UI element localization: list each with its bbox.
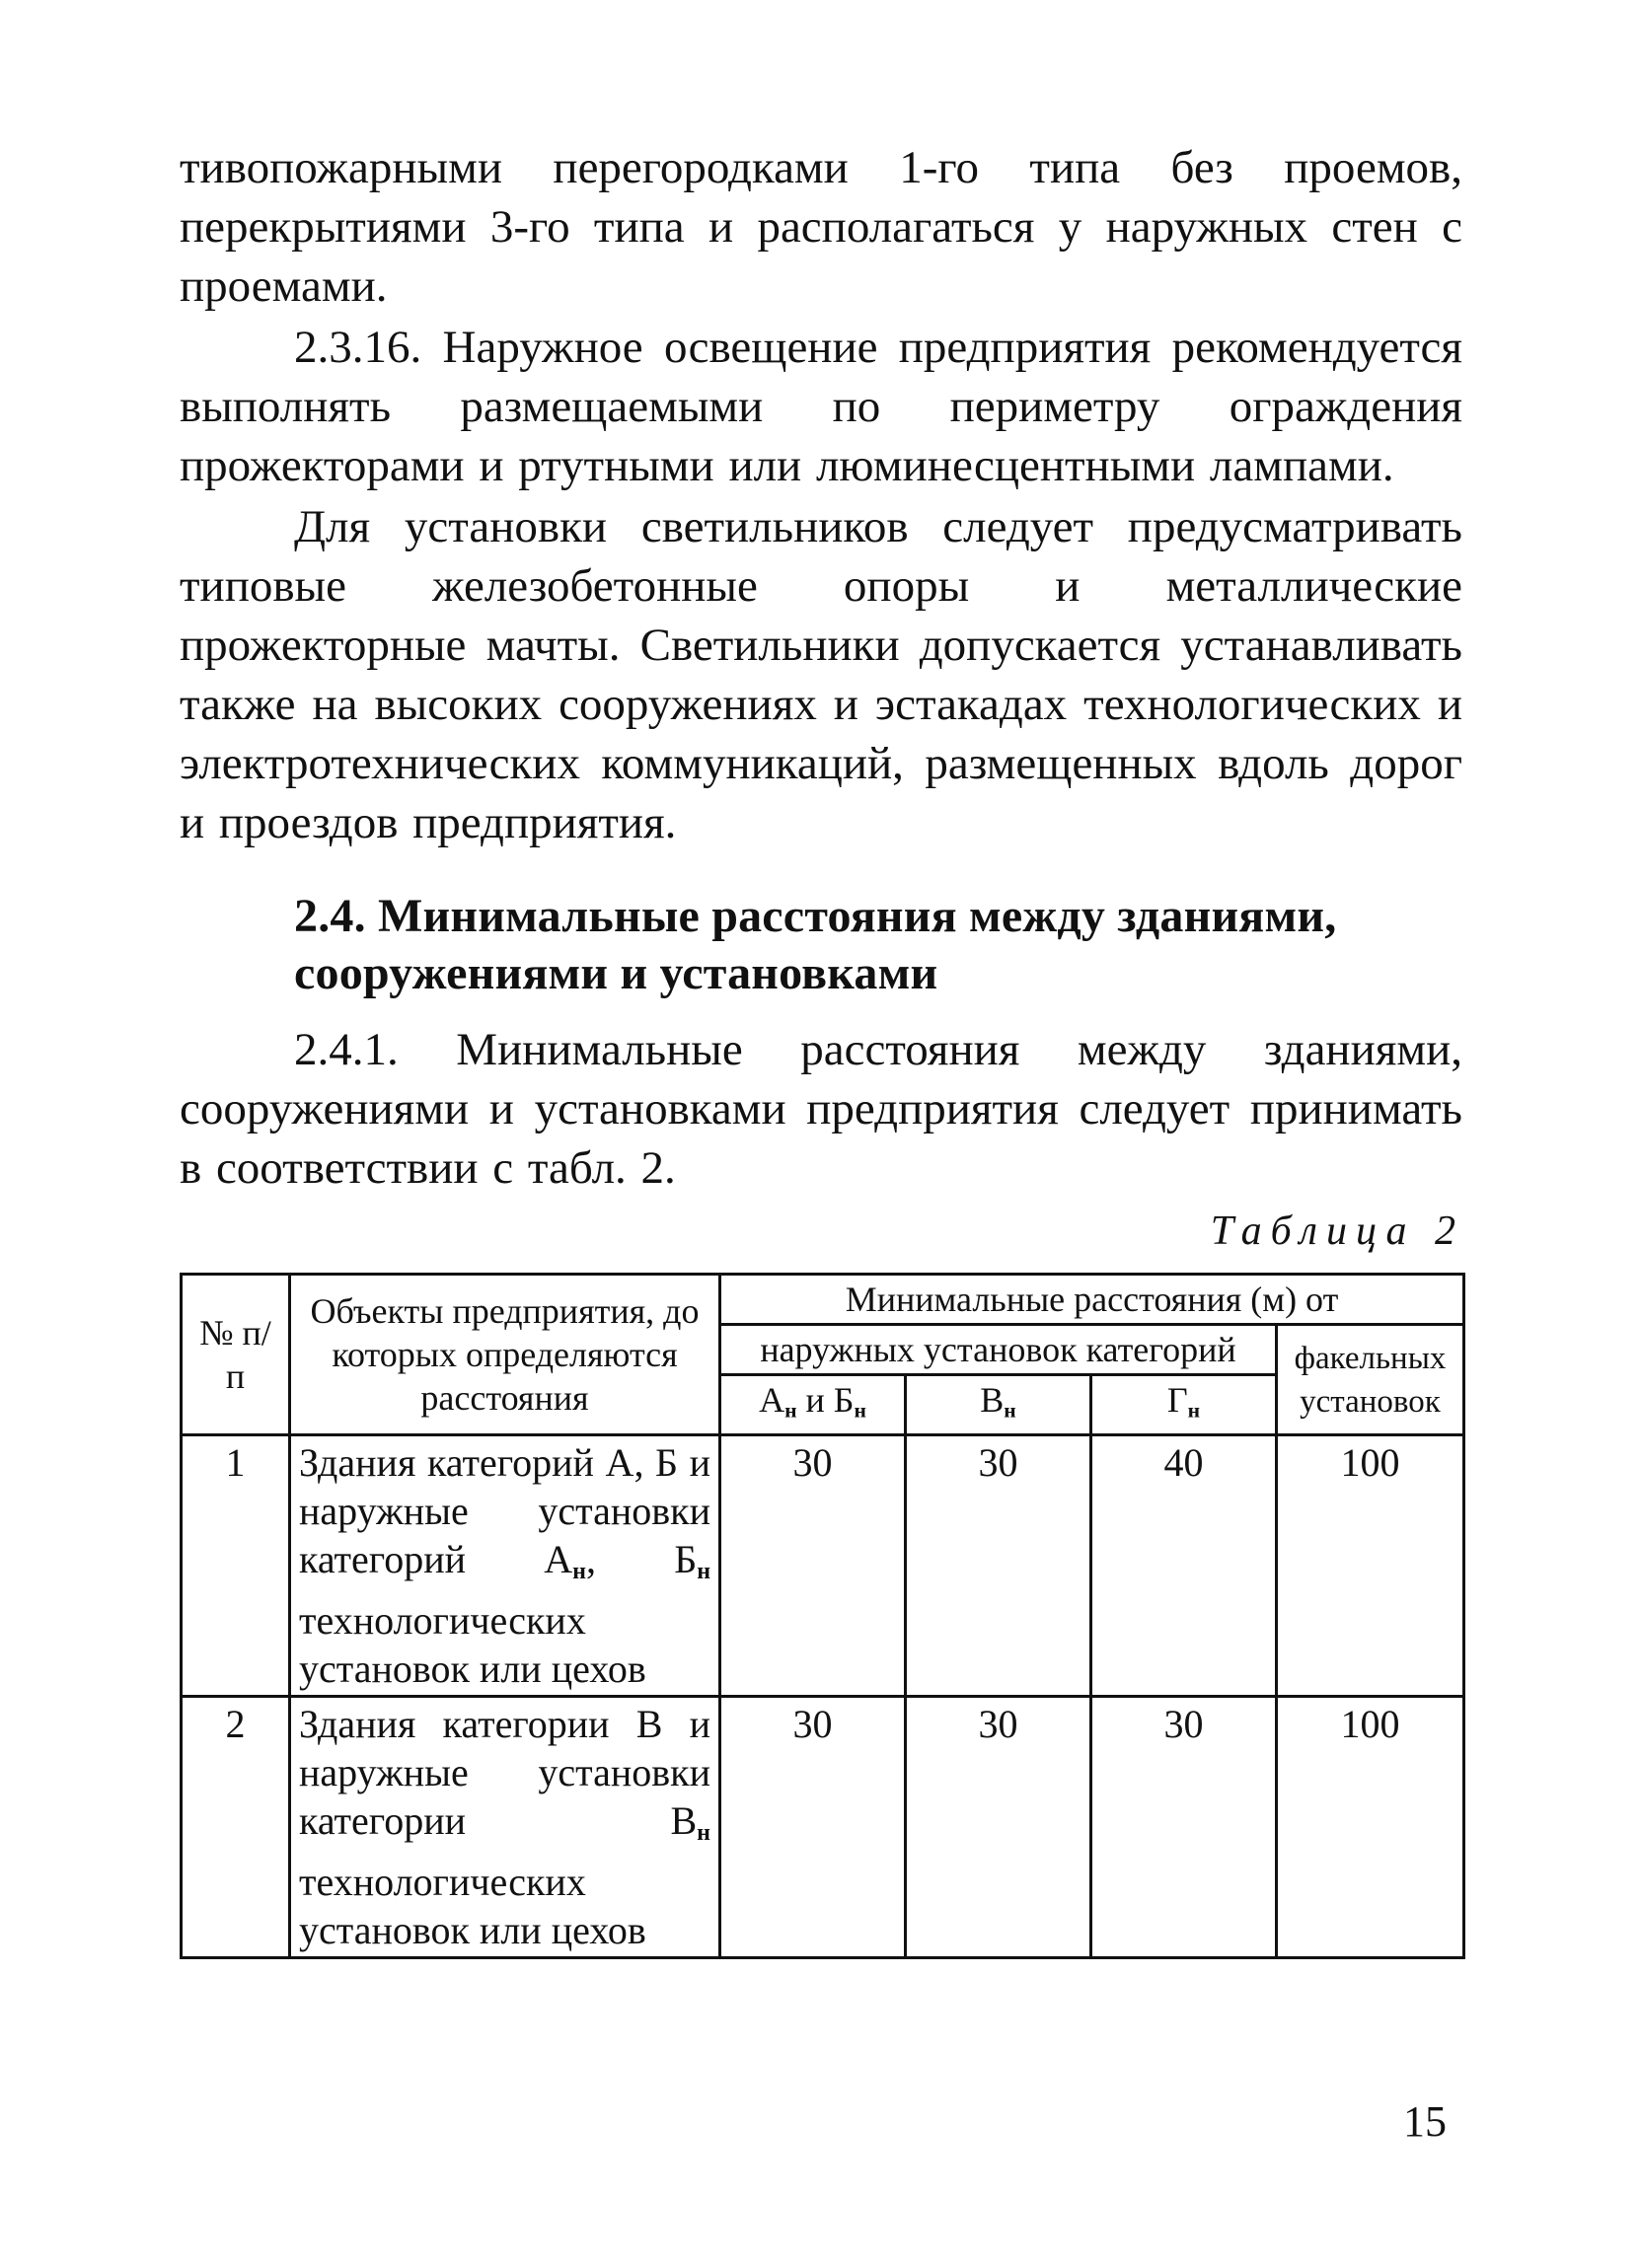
header-category-v: $В_н$: [906, 1375, 1091, 1435]
header-outdoor-installations: наружных установок категорий: [720, 1325, 1277, 1375]
value-category-a-b: 30: [720, 1435, 906, 1697]
value-category-v: 30: [906, 1697, 1091, 1958]
value-category-g: 30: [1091, 1697, 1277, 1958]
header-number: № п/п: [182, 1275, 290, 1435]
heading-line-2: сооружениями и установками: [294, 947, 938, 999]
table-row: [182, 1435, 1464, 1697]
row-object: Здания категорий А, Б и наружные установки категорий $А_н$, $Б_н$ технологических установок или цехов: [290, 1435, 720, 1697]
value-category-v: 30: [906, 1435, 1091, 1697]
header-flare-installations: факельных установок: [1277, 1325, 1464, 1435]
header-objects: Объекты предприятия, до которых определяются расстояния: [290, 1275, 720, 1435]
table-caption: Таблица 2: [1210, 1208, 1464, 1254]
paragraph-2-4-1: 2.4.1. Минимальные расстояния между зданиями, сооружениями и установками предприятия следует принимать в соответствии с табл. 2.: [180, 1024, 1462, 1194]
section-heading-2-4: [294, 888, 1462, 1002]
header-min-distances: Минимальные расстояния (м) от: [720, 1275, 1464, 1325]
value-flare: 100: [1277, 1697, 1464, 1958]
page-number: 15: [1403, 2097, 1447, 2146]
table-row: [182, 1697, 1464, 1958]
header-category-g: $Г_н$: [1091, 1375, 1277, 1435]
value-category-g: 40: [1091, 1435, 1277, 1697]
row-number: 1: [182, 1435, 290, 1697]
value-category-a-b: 30: [720, 1697, 906, 1958]
row-object: Здания категории В и наружные установки категории $В_н$ технологических установок или цехов: [290, 1697, 720, 1958]
paragraph-lighting-supports: Для установки светильников следует предусматривать типовые железобетонные опоры и металлические прожекторные мачты. Светильники допускается устанавливать также на высоких сооружениях и эстакадах технологических и электротехнических коммуникаций, размещенных вдоль дорог и проездов предприятия.: [180, 501, 1462, 848]
heading-line-1: 2.4. Минимальные расстояния между зданиями,: [294, 890, 1337, 942]
distances-table: [180, 1273, 1465, 1959]
value-flare: 100: [1277, 1435, 1464, 1697]
row-number: 2: [182, 1697, 290, 1958]
paragraph-continuation: тивопожарными перегородками 1-го типа без проемов, перекрытиями 3-го типа и располагаться у наружных стен с проемами.: [180, 142, 1462, 312]
paragraph-2-3-16: 2.3.16. Наружное освещение предприятия рекомендуется выполнять размещаемыми по периметру ограждения прожекторами и ртутными или люминесцентными лампами.: [180, 322, 1462, 491]
document-page: [180, 138, 1462, 1959]
header-category-a-b: $А_н$ и $Б_н$: [720, 1375, 906, 1435]
